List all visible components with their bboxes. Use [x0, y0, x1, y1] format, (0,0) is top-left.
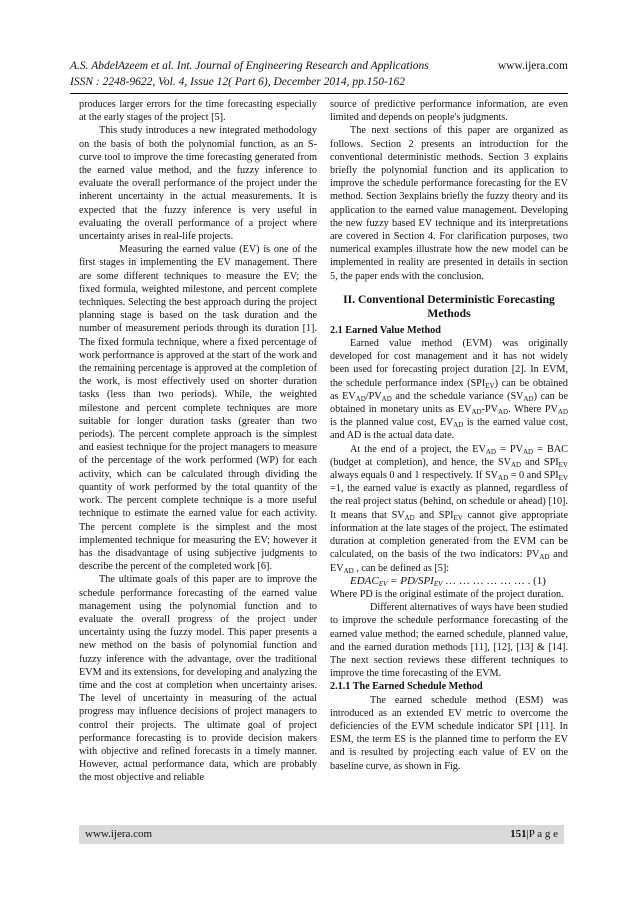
header-website: www.ijera.com: [497, 60, 568, 72]
paragraph: Measuring the earned value (EV) is one of the first stages in implementing the EV management. There are some different techniques to measure the EV; the fixed formula, weighted milestone, and percent complete techniques. Selecting the best approach during the project planning stage is based on the task duration and the number of measurement periods through its duration [1]. The fixed formula technique, where a fixed percentage of work performance is approved at the start of the work and the remaining percentage is approved at the completion of the work, is most effectively used on shorter duration tasks (less than two periods). While, the weighted milestone and percent complete techniques are more suitable for longer duration tasks (greater than two periods). The percent complete approach is the simplest and easiest technique for the project managers to measure of the percentage of the work performed (WP) for each activity, which can be calculated through dividing the quantity of work performed by the total quantity of the work. The percent complete technique is a more useful technique to estimate the earned value for each activity. The percent complete is the simplest and the most implemented technique for measuring the EV; however it has the disadvantage of using subjective judgments to describe the percent of the completed work [6].: [79, 244, 317, 573]
paragraph: The ultimate goals of this paper are to improve the schedule performance forecasting of the earned value management using the polynomial function and to evaluate the overall progress of the project under uncertainty using the fuzzy model. This paper presents a new method on the basis of polynomial function and fuzzy inference with the advantage, over the traditional EVM and its extensions, for developing and analyzing the time and the cost at completion when uncertainty arises. The level of uncertainty in measuring of the actual progress may influence decisions of project managers to control their projects. The ultimate goal of project performance forecasting is to provide decision makers with objective and refined forecasts in a timely manner. However, actual performance data, which are probably the most objective and reliable: [79, 574, 317, 784]
paragraph: source of predictive performance information, are even limited and depends on people's judgments.: [330, 99, 568, 124]
paragraph: Where PD is the original estimate of the project duration.: [330, 588, 564, 600]
paragraph-evm-intro: Earned value method (EVM) was originally developed for cost management and it has not widely been used for forecasting project duration [2]. In EVM, the schedule performance index $(SPI_{EV})$ can be obtained as $EV_{AD}/PV_{AD}$ and the schedule variance $(SV_{AD})$ can be obtained in monetary units as $EV_{AD}-PV_{AD}$. Where $PV_{AD}$ is the planned value cost, $EV_{AD}$ is the earned value cost, and AD is the actual data date.: [330, 338, 568, 442]
paragraph: produces larger errors for the time forecasting especially at the early stages of the project [5].: [79, 99, 317, 124]
right-column: [330, 98, 568, 773]
left-column: [79, 98, 317, 785]
paragraph-evm-end: At the end of a project, the $EV_{AD} = PV_{AD}$ = BAC (budget at completion), and hence, the $SV_{AD}$ and $SPI_{EV}$ always equals 0 and 1 respectively. If $SV_{AD} = 0$ and $SPI_{EV} =1$, the earned value is exactly as planned, regardless of the real project status (behind, on schedule or ahead) [10]. It means that $SV_{AD}$ and $SPI_{EV}$ cannot give appropriate information at the late stages of the project. The estimated duration at completion generated from the EVM can be calculated, on the basis of the two indicators: $PV_{AD}$ and $EV_{AD}$ , can be defined as [5]:: [330, 443, 568, 575]
issn-line: ISSN : 2248-9622, Vol. 4, Issue 12( Part 6), December 2014, pp.150-162: [70, 76, 406, 88]
paragraph: The earned schedule method (ESM) was introduced as an extended EV metric to overcome the deficiencies of the EVM schedule indicator SPI [11]. In ESM, the term ES is the planned time to perform the EV and is resulted by projecting each value of EV on the baseline curve, as shown in Fig.: [330, 694, 568, 772]
paragraph: The next sections of this paper are organized as follows. Section 2 presents an introduction for the conventional deterministic methods. Section 3 explains briefly the polynomial function and its application to improve the schedule performance forecasting for the EV method. Section 3explains briefly the fuzzy theory and its application to the earned value management. Developing the new fuzzy based EV technique and its interpretations are covered in Section 4. For clarification purposes, two numerical examples illustrate how the new model can be implemented in reality are presented in details in section 5, the paper ends with the conclusion.: [330, 125, 568, 282]
section-heading: II. Conventional Deterministic Forecasting Methods: [343, 292, 555, 320]
subsection-heading: 2.1 Earned Value Method: [330, 324, 441, 336]
running-header: [70, 58, 568, 92]
subsection-heading: 2.1.1 The Earned Schedule Method: [330, 681, 483, 693]
page-number: 151|P a g e: [510, 828, 558, 840]
header-rule: [70, 93, 568, 94]
journal-citation: A.S. AbdelAzeem et al. Int. Journal of Engineering Research and Applications: [70, 60, 429, 72]
paragraph: This study introduces a new integrated methodology on the basis of both the polynomial function, as an S-curve tool to improve the time forecasting generated from the earned value method, and the fuzzy inference to evaluate the overall performance of the project under the inherent uncertainty in the actual measurements. It is expected that the fuzzy inference is very useful in evaluating the overall performance of a project where uncertainty arises in real-life projects.: [79, 125, 317, 243]
footer-website: www.ijera.com: [85, 828, 153, 840]
equation-1: $EDAC_{EV} = PD/SPI_{EV}$ … … … … … … . (1): [350, 574, 546, 588]
paragraph: Different alternatives of ways have been studied to improve the schedule performance forecasting of the earned value method; the earned schedule, planned value, and the earned duration methods [11], [12], [13] & [14]. The next section reviews these different techniques to improve the time forecasting of the EVM.: [330, 602, 568, 680]
page-footer: [79, 825, 564, 844]
